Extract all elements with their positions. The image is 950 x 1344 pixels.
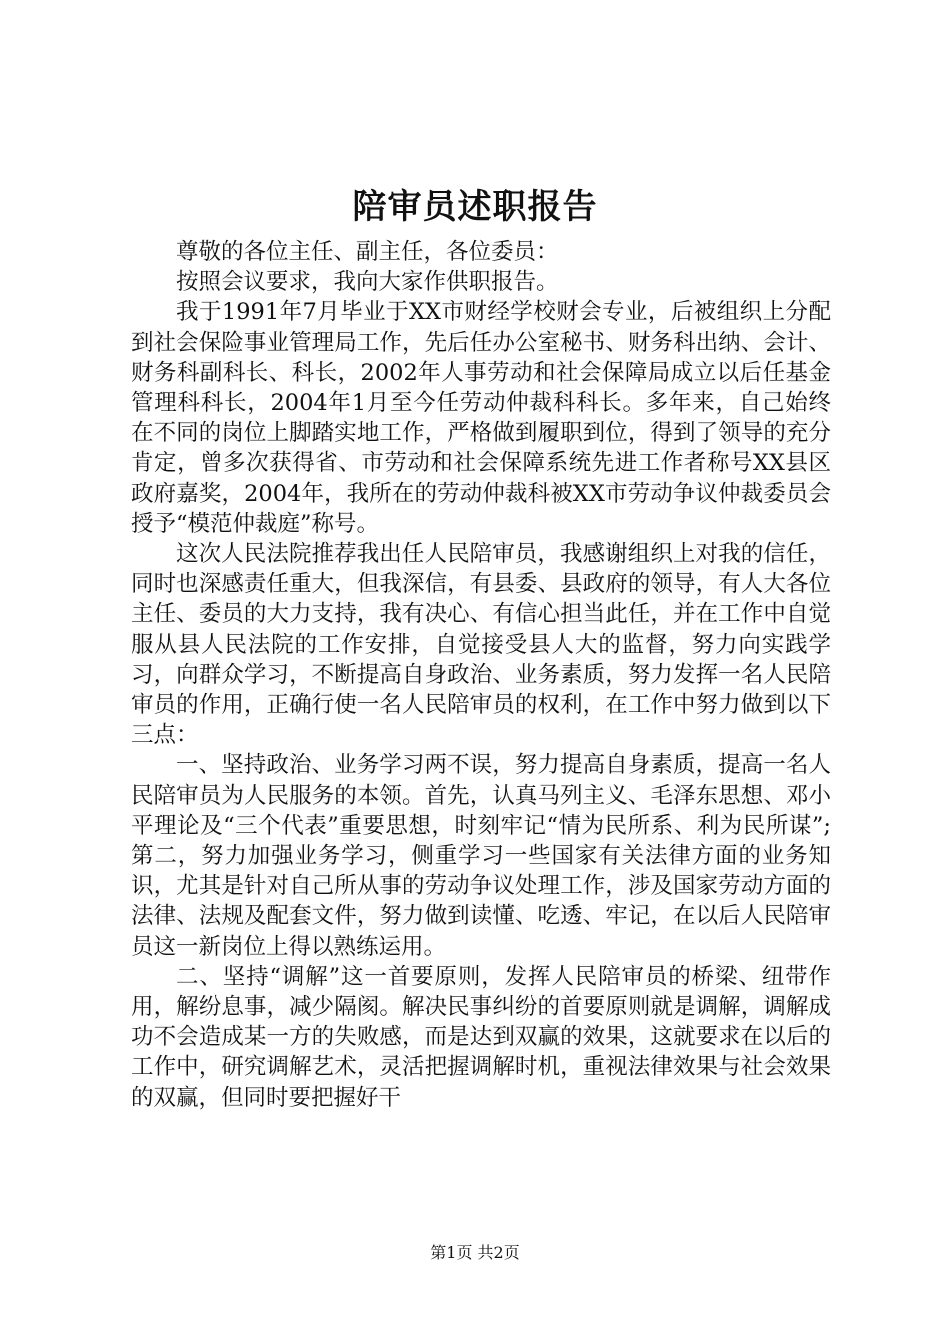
salutation-paragraph: 尊敬的各位主任、副主任，各位委员： (176, 239, 559, 265)
point-two-paragraph: 二、坚持“调解”这一首要原则，发挥人民陪审员的桥梁、纽带作用，解纷息事，减少隔阂。解决民事纠纷的首要原则就是调解，调解成功不会造成某一方的失败感，而是达到双赢的效果，这就要求在以后的工作中，研究调解艺术，灵活把握调解时机，重视法律效果与社会效果的双赢，但同时要把握好干 (131, 963, 831, 1111)
background-paragraph: 我于1991年7月毕业于XX市财经学校财会专业，后被组织上分配到社会保险事业管理局工作，先后任办公室秘书、财务科出纳、会计、财务科副科长、科长，2002年人事劳动和社会保障局成立以后任基金管理科科长，2004年1月至今任劳动仲裁科科长。多年来，自己始终在不同的岗位上脚踏实地工作，严格做到履职到位，得到了领导的充分肯定，曾多次获得省、市劳动和社会保障系统先进工作者称号XX县区政府嘉奖，2004年，我所在的劳动仲裁科被XX市劳动争议仲裁委员会授予“模范仲裁庭”称号。 (131, 299, 831, 537)
commitment-paragraph: 这次人民法院推荐我出任人民陪审员，我感谢组织上对我的信任，同时也深感责任重大，但我深信，有县委、县政府的领导，有人大各位主任、委员的大力支持，我有决心、有信心担当此任，并在工作中自觉服从县人民法院的工作安排，自觉接受县人大的监督，努力向实践学习，向群众学习，不断提高自身政治、业务素质，努力发挥一名人民陪审员的作用，正确行使一名人民陪审员的权利，在工作中努力做到以下三点： (131, 541, 831, 749)
document-body (131, 237, 831, 1113)
page-number-footer: 第1页 共2页 (430, 1243, 520, 1262)
intro-paragraph: 按照会议要求，我向大家作供职报告。 (176, 269, 559, 296)
point-one-paragraph: 一、坚持政治、业务学习两不误，努力提高自身素质，提高一名人民陪审员为人民服务的本领。首先，认真马列主义、毛泽东思想、邓小平理论及“三个代表”重要思想，时刻牢记“情为民所系、利为民所谋”;第二，努力加强业务学习，侧重学习一些国家有关法律方面的业务知识，尤其是针对自己所从事的劳动争议处理工作，涉及国家劳动方面的法律、法规及配套文件，努力做到读懂、吃透、牢记，在以后人民陪审员这一新岗位上得以熟练运用。 (131, 752, 831, 960)
document-title: 陪审员述职报告 (352, 187, 598, 227)
